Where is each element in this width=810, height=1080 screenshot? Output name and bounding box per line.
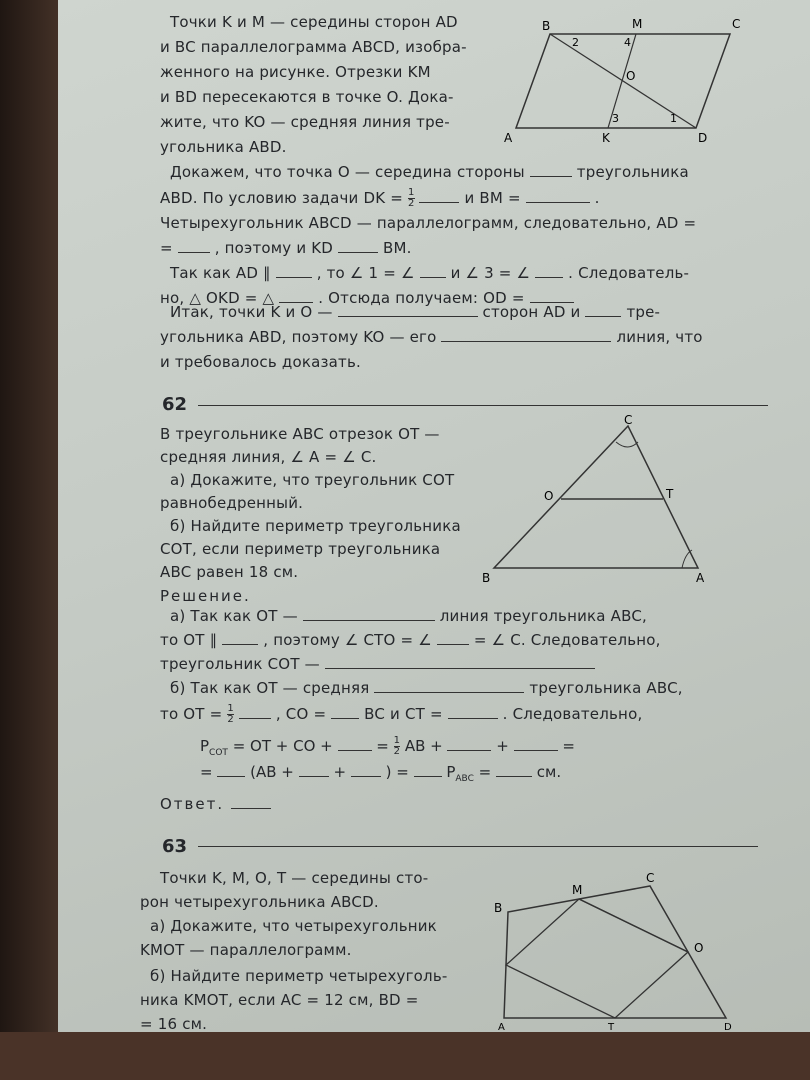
label-A: A (504, 131, 513, 145)
p62-line-7: ABC равен 18 см. (160, 563, 299, 581)
p63-line-5: б) Найдите периметр четырехуголь- (150, 967, 448, 985)
p61-line-4: и BD пересекаются в точке O. Дока- (160, 88, 454, 106)
label-C: C (646, 871, 655, 885)
p63-line-7: = 16 см. (140, 1015, 208, 1033)
p63-line-6: ника KMOT, если AC = 12 см, BD = (140, 991, 419, 1009)
p61-line-2: и BC параллелограмма ABCD, изобра- (160, 38, 467, 56)
label-K: K (602, 131, 610, 145)
label-M: M (572, 883, 583, 897)
blank[interactable] (338, 238, 378, 253)
blank[interactable] (217, 762, 245, 777)
p63-line-3: а) Докажите, что четырехугольник (150, 917, 437, 935)
label-C: C (732, 17, 741, 31)
blank[interactable] (239, 704, 271, 719)
blank[interactable] (530, 288, 574, 303)
p61-sol-1a: Докажем, что точка O — середина стороны (170, 163, 525, 181)
blank[interactable] (441, 327, 611, 342)
p62-line-1: В треугольнике ABC отрезок OT — (160, 425, 440, 443)
p61-sol-end: и требовалось доказать. (160, 353, 361, 371)
label-D: D (724, 1022, 732, 1032)
blank[interactable] (222, 630, 258, 645)
desk-surface (0, 1032, 810, 1080)
problem-number-63: 63 (162, 836, 188, 857)
label-A: A (696, 571, 705, 584)
p62-line-4: равнобедренный. (160, 494, 304, 512)
p61-sol-2b: и BM = (464, 189, 521, 207)
label-O: O (544, 489, 554, 503)
p61-line-6: угольника ABD. (160, 138, 287, 156)
label-M: M (632, 17, 643, 31)
p61-line-1: Точки K и M — середины сторон AD (170, 13, 458, 31)
blank[interactable] (178, 238, 210, 253)
blank[interactable] (420, 263, 446, 278)
fraction-half: $\frac{1}{2}$ (407, 187, 415, 209)
fraction-half: $\frac{1}{2}$ (393, 735, 401, 757)
blank[interactable] (496, 762, 532, 777)
p61-sol-3: Четырехугольник ABCD — параллелограмм, следовательно, AD = (160, 214, 697, 232)
blank[interactable] (414, 762, 442, 777)
label-O: O (626, 69, 636, 83)
answer-label: Ответ. (160, 795, 225, 813)
workbook-page: Точки K и M — середины сторон AD и BC параллелограмма ABCD, изобра- женного на рисунке. Отрезки KM и BD пересекаются в точке O. Дока- жите, что KO — средняя линия тре- угольника ABD. B M C A K D O 2 4 3 1 Докажем, что точка O — середина стороны треугольника ABD. По условию задачи DK = $\frac{1}{2}$ и BM = . Четырехугольник ABCD — параллелограмм, следовательно, AD = = , поэтому и KD BM. Так как AD ∥ , то ∠ 1 = ∠ и ∠ 3 = ∠ . Следователь- но, △ OKD = △ . Отсюда получаем: OD = Итак, точки K и O — сторон AD и тре- угольника ABD, поэтому KO — его линия, что и требовалось доказать. 62 В треугольнике ABC отрезок OT — средняя линия, ∠ A = ∠ C. а) Докажите, что треугольник COT равнобедренный. б) Найдите периметр треугольника COT, если периметр треугольника ABC равен 18 см. C O T B A Решение. а) Так как OT — линия треугольника ABC, то OT ∥ , поэтому ∠ CTO = ∠ = ∠ C. Следовательно, треугольник COT — б) Так как OT — средняя треугольника ABC, то OT = $\frac{1}{2}$ , CO = BC и CT = . Следовательно, $P_{COT}$ = OT + CO + = $\frac{1}{2}$ AB + + = = (AB + + ) = $P_{ABC}$ = см. Ответ. 63 Точки K, M, O, T — середины сто- рон четырехугольника ABCD. а) Докажите, что четырехугольник KMOT — параллелограмм. б) Найдите периметр четырехуголь- ника KMOT, если AC = 12 см, BD = = 16 см. B M C O A T D (58, 0, 810, 1032)
divider-62 (198, 405, 768, 406)
parallelogram-figure (498, 14, 778, 146)
p61-sol-2a: ABD. По условию задачи DK = (160, 189, 403, 207)
blank[interactable] (331, 704, 359, 719)
p62-line-5: б) Найдите периметр треугольника (170, 517, 461, 535)
p61-sol-1b: треугольника (576, 163, 689, 181)
blank[interactable] (325, 654, 595, 669)
label-B: B (494, 901, 503, 915)
blank[interactable] (338, 302, 478, 317)
fraction-half: $\frac{1}{2}$ (227, 703, 234, 725)
blank[interactable] (448, 704, 498, 719)
label-A: A (498, 1022, 505, 1032)
label-B: B (542, 19, 551, 33)
triangle-figure (482, 412, 722, 584)
angle-3: 3 (612, 112, 619, 125)
blank[interactable] (447, 736, 491, 751)
blank[interactable] (338, 736, 372, 751)
blank[interactable] (374, 678, 524, 693)
label-B: B (482, 571, 491, 584)
angle-4: 4 (624, 36, 631, 49)
problem-number-62: 62 (162, 394, 188, 415)
label-O: O (694, 941, 704, 955)
blank[interactable] (535, 263, 563, 278)
label-T: T (608, 1022, 615, 1032)
blank[interactable] (299, 762, 329, 777)
p63-line-1: Точки K, M, O, T — середины сто- (160, 869, 429, 887)
angle-2: 2 (572, 36, 579, 49)
blank[interactable] (351, 762, 381, 777)
blank[interactable] (514, 736, 558, 751)
label-T: T (666, 487, 674, 501)
p62-line-6: COT, если периметр треугольника (160, 540, 441, 558)
quadrilateral-figure (488, 870, 758, 1032)
label-D: D (698, 131, 708, 145)
label-C: C (624, 413, 633, 427)
solution-heading: Решение. (160, 587, 251, 605)
p61-line-5: жите, что KO — средняя линия тре- (160, 113, 450, 131)
blank[interactable] (276, 263, 312, 278)
blank[interactable] (279, 288, 313, 303)
blank[interactable] (530, 162, 572, 177)
p61-line-3: женного на рисунке. Отрезки KM (160, 63, 431, 81)
blank[interactable] (437, 630, 469, 645)
answer-blank[interactable] (231, 794, 271, 809)
angle-1: 1 (670, 112, 677, 125)
p63-line-4: KMOT — параллелограмм. (140, 941, 352, 959)
blank[interactable] (419, 188, 459, 203)
blank[interactable] (526, 188, 590, 203)
blank[interactable] (303, 606, 435, 621)
p62-line-2: средняя линия, ∠ A = ∠ C. (160, 448, 377, 466)
blank[interactable] (585, 302, 621, 317)
divider-63 (198, 846, 758, 847)
p62-line-3: а) Докажите, что треугольник COT (170, 471, 455, 489)
p63-line-2: рон четырехугольника ABCD. (140, 893, 379, 911)
